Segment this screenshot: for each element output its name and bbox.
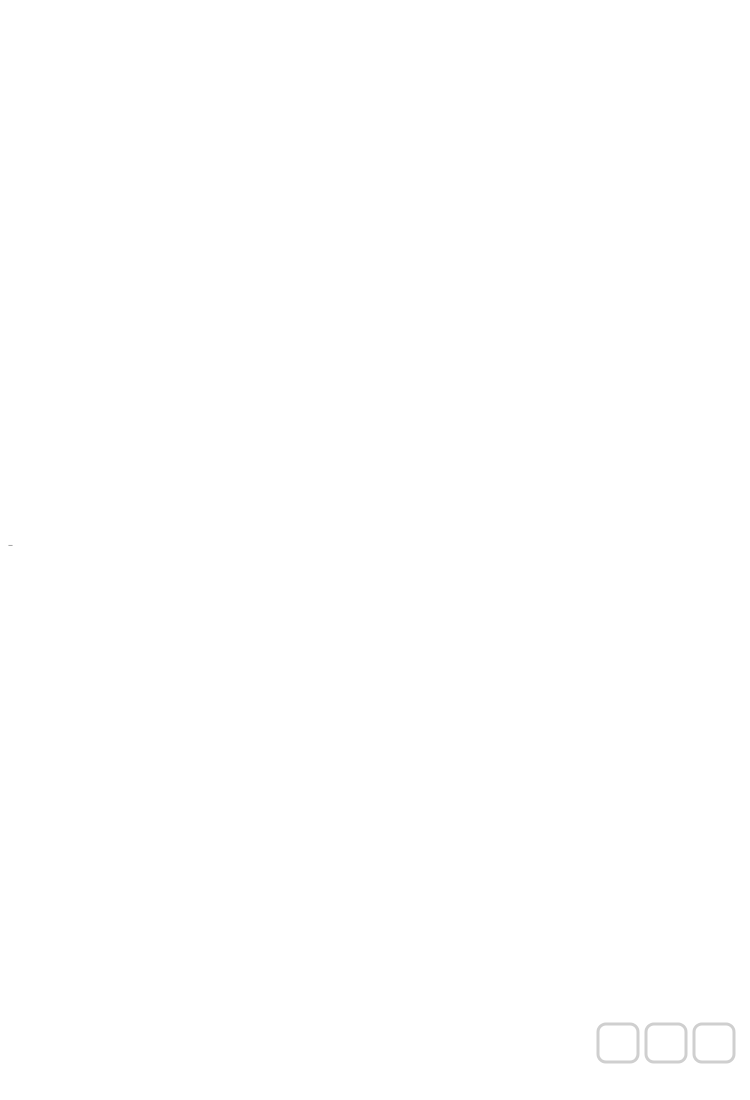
margin-mark: –	[8, 540, 13, 551]
watermark-logo	[594, 1020, 744, 1096]
right-column	[427, 44, 741, 50]
